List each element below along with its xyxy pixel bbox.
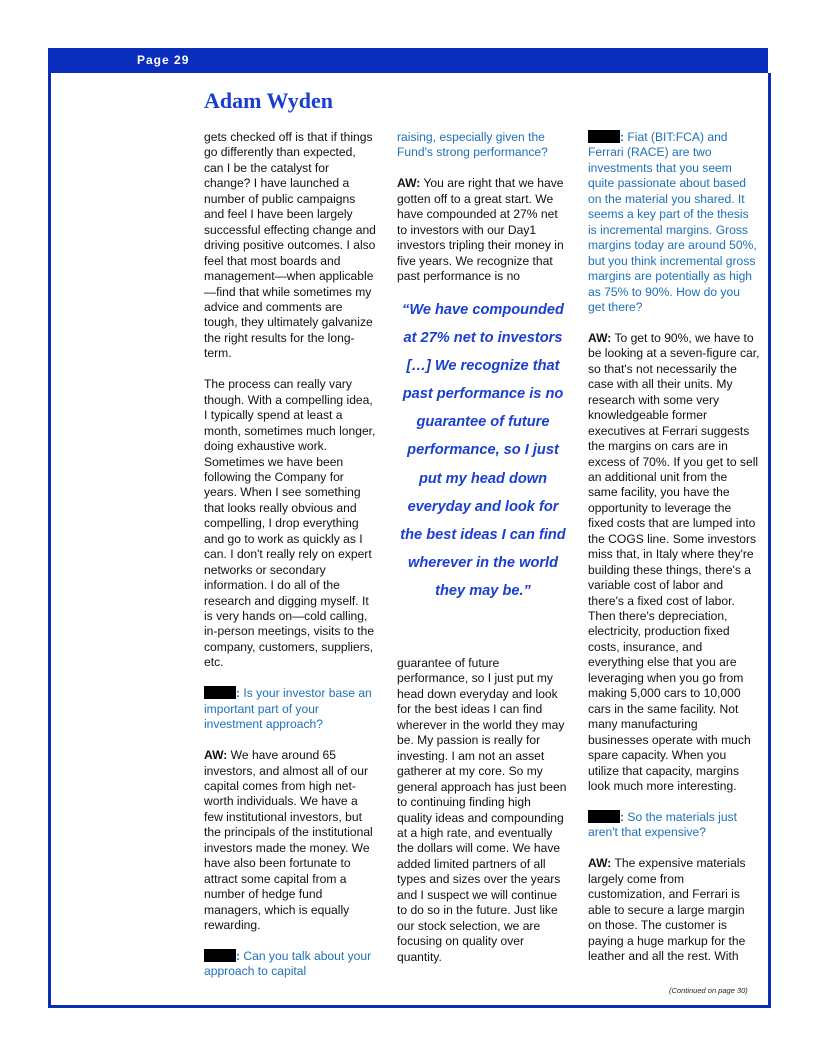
question-continued: raising, especially given the Fund's strong performance? <box>397 130 548 160</box>
answer-label: AW: <box>588 856 612 871</box>
column-1 <box>204 130 376 995</box>
column-3 <box>588 130 760 980</box>
paragraph: The process can really vary though. With a compelling idea, I typically spend at least a month, sometimes much longer, doing exhaustive work. Sometimes we have been following the Company for years. When I see something that looks really obvious and compelling, I drop everything and go to work as quickly as I can. I don't really rely on expert networks or secondary information. I do all of the research and digging myself. It is very hands on—cold calling, in-person meetings, visits to the company, customers, suppliers, etc. <box>204 377 376 670</box>
question: : Fiat (BIT:FCA) and Ferrari (RACE) are two investments that you seem quite passionate about based on the material you shared. It seems a key part of the thesis is incremental margins. Gross margins today are around 50%, but you think incremental gross margins are potentially as high as 75% to 90%. How do you get there? <box>588 130 757 314</box>
column-2-continued <box>397 656 569 981</box>
answer-label: AW: <box>204 748 228 763</box>
pull-quote: “We have compounded at 27% net to investors […] We recognize that past performance is no guarantee of future performance, so I just put my head down everyday and look for the best ideas I can find wherever in the world they may be.” <box>400 302 566 599</box>
question: : Is your investor base an important part of your investment approach? <box>204 686 372 732</box>
redacted-name <box>588 810 620 823</box>
answer: AW: You are right that we have gotten off to a great start. We have compounded at 27% net to investors with our Day1 investors tripling their money in five years. We recognize that past performance is no <box>397 176 564 284</box>
column-2 <box>397 130 569 300</box>
page-number: Page 29 <box>137 53 190 67</box>
answer: AW: The expensive materials largely come from customization, and Ferrari is able to secure a large margin on those. The customer is paying a huge markup for the leather and all the rest. With <box>588 856 746 963</box>
answer-continued: guarantee of future performance, so I just put my head down everyday and look for the best ideas I can find wherever in the world they may be. My passion is really for investing. I am not an asset gatherer at my core. So my general approach has just been to continuing finding high quality ideas and compounding at a high rate, and eventually the dollars will come. We have added limited partners of all types and sizes over the years and I suspect we will continue to do so in the future. Just like our stock selection, we are focusing on quality over quantity. <box>397 656 567 964</box>
paragraph: gets checked off is that if things go differently than expected, can I be the catalyst for change? I have launched a number of public campaigns and feel I have been largely successful effecting change and driving positive outcomes. I also feel that most boards and management—when applicable—find that while sometimes my advice and comments are tough, they ultimately galvanize the right results for the long-term. <box>204 130 376 361</box>
question: : So the materials just aren't that expensive? <box>588 809 737 840</box>
redacted-name <box>204 686 236 699</box>
answer: AW: We have around 65 investors, and almost all of our capital comes from high net-worth individuals. We have a few institutional investors, but the principals of the institutional investors made the money. We have also been fortunate to attract some capital from a number of hedge fund managers, which is equally rewarding. <box>204 748 373 933</box>
redacted-name <box>204 949 236 962</box>
continued-note: (Continued on page 30) <box>669 986 748 995</box>
answer-label: AW: <box>588 330 612 345</box>
redacted-name <box>588 130 620 143</box>
answer-label: AW: <box>397 176 421 191</box>
article-title: Adam Wyden <box>204 88 333 113</box>
answer: AW: To get to 90%, we have to be looking at a seven-figure car, so that's not necessarily the case with all their units. My research with some very knowledgeable former executives at Ferrari suggests the margins on cars are in excess of 70%. If you get to sell an additional unit from the same facility, you have the opportunity to leverage the fixed costs that are lumped into the COGS line. Some investors miss that, in Italy where they're building these things, there's a variable cost of labor and there's a fixed cost of labor. Then there's depreciation, electricity, production fixed costs, insurance, and everything else that you are leveraging when you go from making 5,000 cars to 10,000 cars in the same facility. Not many manufacturing businesses operate with much spare capacity. When you utilize that capacity, margins look much more interesting. <box>588 330 760 794</box>
question: : Can you talk about your approach to capital <box>204 948 372 979</box>
